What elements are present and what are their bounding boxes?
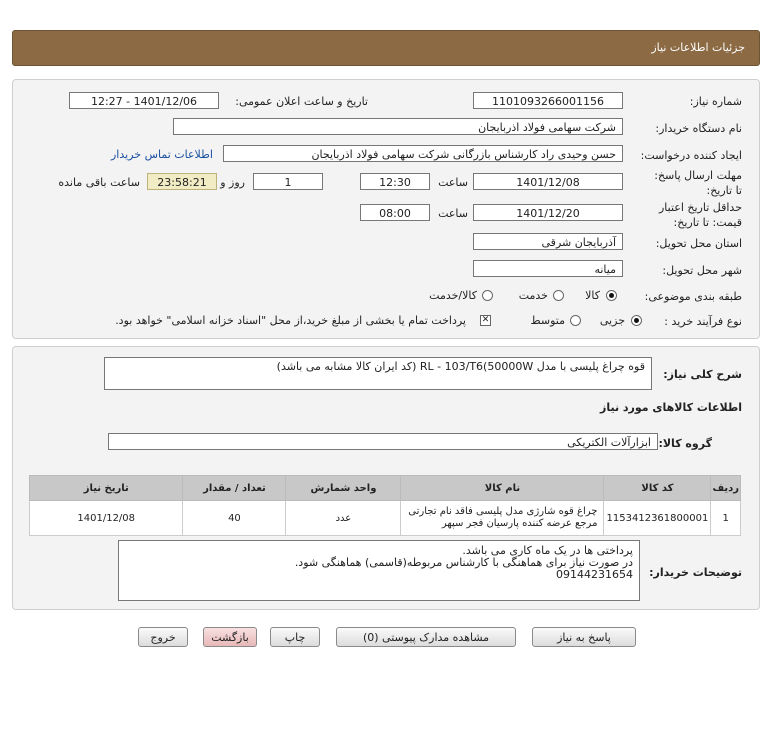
days-remaining-field: 1	[253, 173, 323, 190]
summary-label: شرح کلی نیاز:	[663, 368, 742, 381]
validity-date-field: 1401/12/20	[473, 204, 623, 221]
category-label: طبقه بندی موضوعی:	[644, 290, 742, 303]
category-option-goods: کالا	[585, 289, 600, 302]
buyer-org-label: نام دستگاه خریدار:	[655, 122, 742, 135]
deadline-label	[652, 168, 742, 198]
buyer-notes-box	[118, 540, 640, 601]
col-code: کد کالا	[604, 476, 711, 501]
days-label: روز و	[220, 176, 245, 189]
city-field: میانه	[473, 260, 623, 277]
validity-time-field: 08:00	[360, 204, 430, 221]
creator-label: ایجاد کننده درخواست:	[640, 149, 742, 162]
deadline-label-text: مهلت ارسال پاسخ: تا تاریخ:	[654, 169, 742, 197]
province-field: آذربایجان شرقی	[473, 233, 623, 250]
city-label: شهر محل تحویل:	[662, 264, 742, 277]
cell-row: 1	[711, 501, 741, 536]
process-radio-medium[interactable]	[570, 315, 581, 326]
buyer-note-line: در صورت نیاز برای هماهنگی با کارشناس مربوطه(قاسمی) هماهنگی شود.	[294, 556, 633, 569]
announce-label: تاریخ و ساعت اعلان عمومی:	[235, 95, 368, 108]
remaining-time-counter: 23:58:21	[147, 173, 217, 190]
goods-table	[29, 475, 741, 536]
buyer-org-field: شرکت سهامی فولاد اذربایجان	[173, 118, 623, 135]
back-button[interactable]: بازگشت	[203, 627, 257, 647]
exit-button[interactable]: خروج	[138, 627, 188, 647]
creator-field: حسن وحیدی راد کارشناس بازرگانی شرکت سهامی فولاد اذربایجان	[223, 145, 623, 162]
cell-qty: 40	[183, 501, 286, 536]
cell-unit: عدد	[286, 501, 401, 536]
process-label: نوع فرآیند خرید :	[664, 315, 742, 328]
payment-note: پرداخت تمام یا بخشی از مبلغ خرید،از محل "اسناد خزانه اسلامی" خواهد بود.	[115, 314, 466, 327]
reply-button[interactable]: پاسخ به نیاز	[532, 627, 636, 647]
cell-date: 1401/12/08	[30, 501, 183, 536]
goods-group-label: گروه کالا:	[658, 437, 712, 450]
validity-label	[642, 200, 742, 230]
need-number-label: شماره نیاز:	[689, 95, 742, 108]
province-label: استان محل تحویل:	[655, 237, 742, 250]
remaining-label: ساعت باقی مانده	[58, 176, 140, 189]
announce-field: 1401/12/06 - 12:27	[69, 92, 219, 109]
buyer-contact-link[interactable]: اطلاعات تماس خریدار	[111, 148, 213, 161]
validity-label-text: حداقل تاریخ اعتبار قیمت: تا تاریخ:	[658, 201, 742, 229]
cell-name: چراغ قوه شارژی مدل پلیسی فاقد نام تجارتی مرجع عرضه کننده پارسیان فجر سپهر	[401, 501, 604, 536]
deadline-time-label: ساعت	[438, 176, 468, 189]
category-option-service: خدمت	[518, 289, 548, 302]
col-unit: واحد شمارش	[286, 476, 401, 501]
table-row	[30, 501, 741, 536]
need-number-field: 1101093266001156	[473, 92, 623, 109]
col-name: نام کالا	[401, 476, 604, 501]
attachments-button[interactable]: مشاهده مدارک پیوستی (0)	[336, 627, 516, 647]
print-button[interactable]: چاپ	[270, 627, 320, 647]
page-title: جزئیات اطلاعات نیاز	[651, 41, 745, 54]
process-radio-minor[interactable]	[631, 315, 642, 326]
buyer-note-line: 09144231654	[556, 568, 633, 581]
cell-code: 1153412361800001	[604, 501, 711, 536]
process-option-medium: متوسط	[530, 314, 565, 327]
deadline-time-field: 12:30	[360, 173, 430, 190]
category-radio-goods[interactable]	[606, 290, 617, 301]
validity-time-label: ساعت	[438, 207, 468, 220]
goods-table-header	[30, 476, 741, 501]
summary-field	[104, 357, 652, 390]
category-radio-service[interactable]	[553, 290, 564, 301]
treasury-payment-checkbox[interactable]: ✕	[481, 315, 490, 325]
buyer-notes-label: توضیحات خریدار:	[649, 566, 742, 579]
deadline-date-field: 1401/12/08	[473, 173, 623, 190]
col-date: تاریخ نیاز	[30, 476, 183, 501]
summary-text: قوه چراغ پلیسی با مدل RL - 103/T6(50000W (کد ایران کالا مشابه می باشد)	[276, 360, 645, 373]
process-option-minor: جزیی	[599, 314, 625, 327]
category-option-goods-service: کالا/خدمت	[429, 289, 477, 302]
goods-group-field: ابزارآلات الکتریکی	[108, 433, 658, 450]
col-qty: تعداد / مقدار	[183, 476, 286, 501]
page-header	[12, 30, 760, 66]
category-radio-goods-service[interactable]	[482, 290, 493, 301]
col-row: ردیف	[711, 476, 741, 501]
goods-info-title: اطلاعات کالاهای مورد نیاز	[600, 401, 742, 414]
buyer-note-line: پرداختی ها در یک ماه کاری می باشد.	[462, 544, 633, 557]
